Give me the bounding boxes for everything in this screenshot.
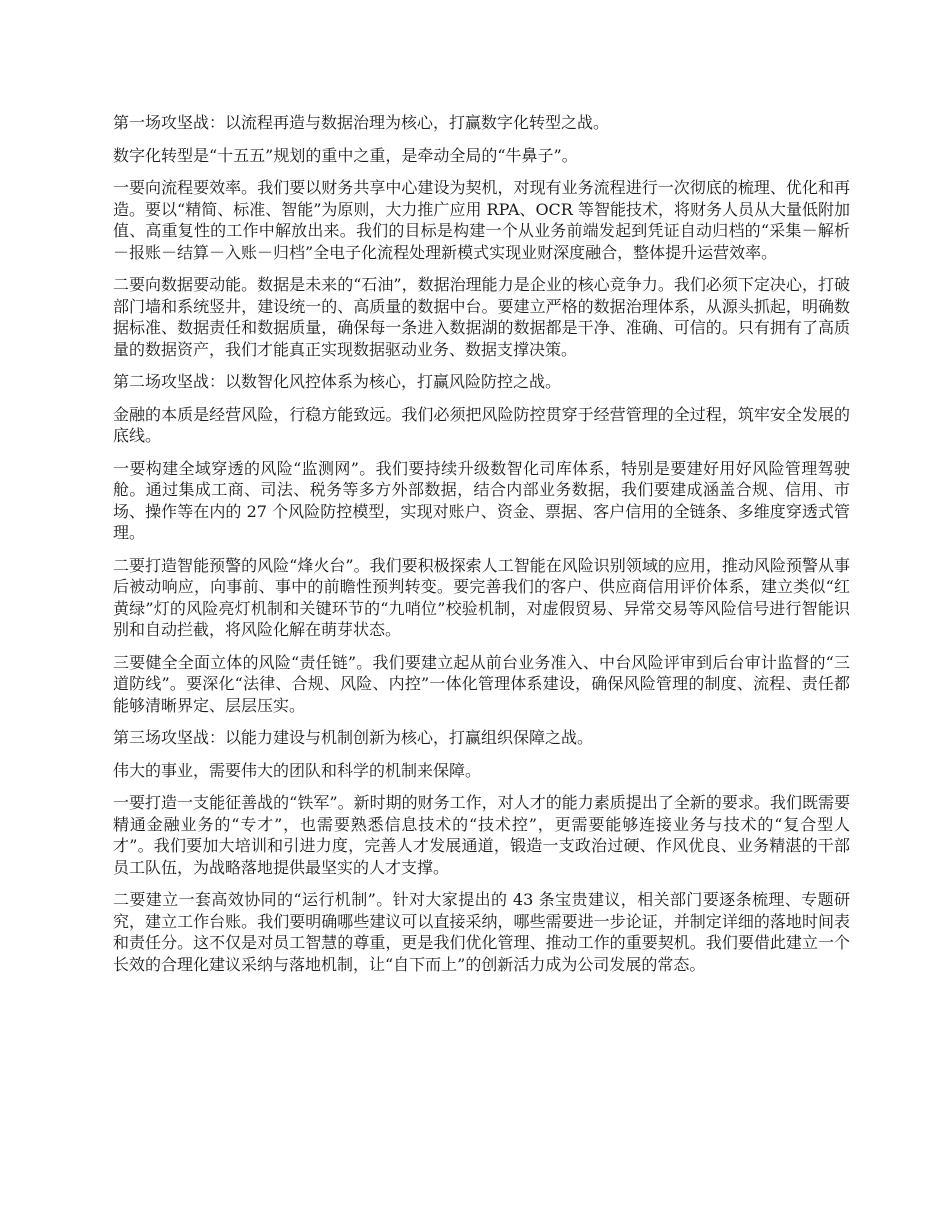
heading-battle-1: 第一场攻坚战：以流程再造与数据治理为核心，打赢数字化转型之战。 — [113, 113, 610, 132]
paragraph: 二要打造智能预警的风险“烽火台”。我们要积极探索人工智能在风险识别领域的应用，推动风险预警从事后被动响应，向事前、事中的前瞻性预判转变。要完善我们的客户、供应商信用评价体系，建立类似“红黄绿”灯的风险亮灯机制和关键环节的“九哨位”校验机制，对虚假贸易、异常交易等风险信号进行智能识别和自动拦截，将风险化解在萌芽状态。 — [113, 555, 850, 639]
paragraph: 数字化转型是“十五五”规划的重中之重，是牵动全局的“牛鼻子”。 — [113, 145, 578, 165]
paragraph: 一要向流程要效率。我们要以财务共享中心建设为契机，对现有业务流程进行一次彻底的梳理、优化和再造。要以“精简、标准、智能”为原则，大力推广应用 RPA、OCR 等智能技术，将财务人员从大量低附加值、高重复性的工作中解放出来。我们的目标是构建一个从业务前端发起到凭证自动归档的“采集－解析－报账－结算－入账－归档”全电子化流程处理新模式实现业财深度融合，整体提升运营效率。 — [113, 178, 850, 262]
paragraph: 二要向数据要动能。数据是未来的“石油”，数据治理能力是企业的核心竞争力。我们必须下定决心，打破部门墙和系统竖井，建设统一的、高质量的数据中台。要建立严格的数据治理体系，从源头抓起，明确数据标准、数据责任和数据质量，确保每一条进入数据湖的数据都是干净、准确、可信的。只有拥有了高质量的数据资产，我们才能真正实现数据驱动业务、数据支撑决策。 — [113, 275, 850, 359]
paragraph: 二要建立一套高效协同的“运行机制”。针对大家提出的 43 条宝贵建议，相关部门要逐条梳理、专题研究，建立工作台账。我们要明确哪些建议可以直接采纳，哪些需要进一步论证，并制定详细的落地时间表和责任分。这不仅是对员工智慧的尊重，更是我们优化管理、推动工作的重要契机。我们要借此建立一个长效的合理化建议采纳与落地机制，让“自下而上”的创新活力成为公司发展的常态。 — [113, 890, 850, 974]
paragraph: 金融的本质是经营风险，行稳方能致远。我们必须把风险防控贯穿于经营管理的全过程，筑牢安全发展的底线。 — [113, 404, 850, 445]
heading-battle-3: 第三场攻坚战：以能力建设与机制创新为核心，打赢组织保障之战。 — [113, 728, 594, 747]
paragraph: 一要打造一支能征善战的“铁军”。新时期的财务工作，对人才的能力素质提出了全新的要求。我们既需要精通金融业务的“专才”，也需要熟悉信息技术的“技术控”，更需要能够连接业务与技术的“复合型人才”。我们要加大培训和引进力度，完善人才发展通道，锻造一支政治过硬、作风优良、业务精湛的干部员工队伍，为战略落地提供最坚实的人才支撑。 — [113, 793, 850, 877]
heading-battle-2: 第二场攻坚战：以数智化风控体系为核心，打赢风险防控之战。 — [113, 372, 562, 391]
paragraph: 伟大的事业，需要伟大的团队和科学的机制来保障。 — [113, 760, 482, 780]
paragraph: 一要构建全域穿透的风险“监测网”。我们要持续升级数智化司库体系，特别是要建好用好风险管理驾驶舱。通过集成工商、司法、税务等多方外部数据，结合内部业务数据，我们要建成涵盖合规、信用、市场、操作等在内的 27 个风险防控模型，实现对账户、资金、票据、客户信用的全链条、多维度穿透式管理。 — [113, 458, 850, 542]
paragraph: 三要健全全面立体的风险“责任链”。我们要建立起从前台业务准入、中台风险评审到后台审计监督的“三道防线”。要深化“法律、合规、风险、内控”一体化管理体系建设，确保风险管理的制度、流程、责任都能够清晰界定、层层压实。 — [113, 652, 850, 715]
